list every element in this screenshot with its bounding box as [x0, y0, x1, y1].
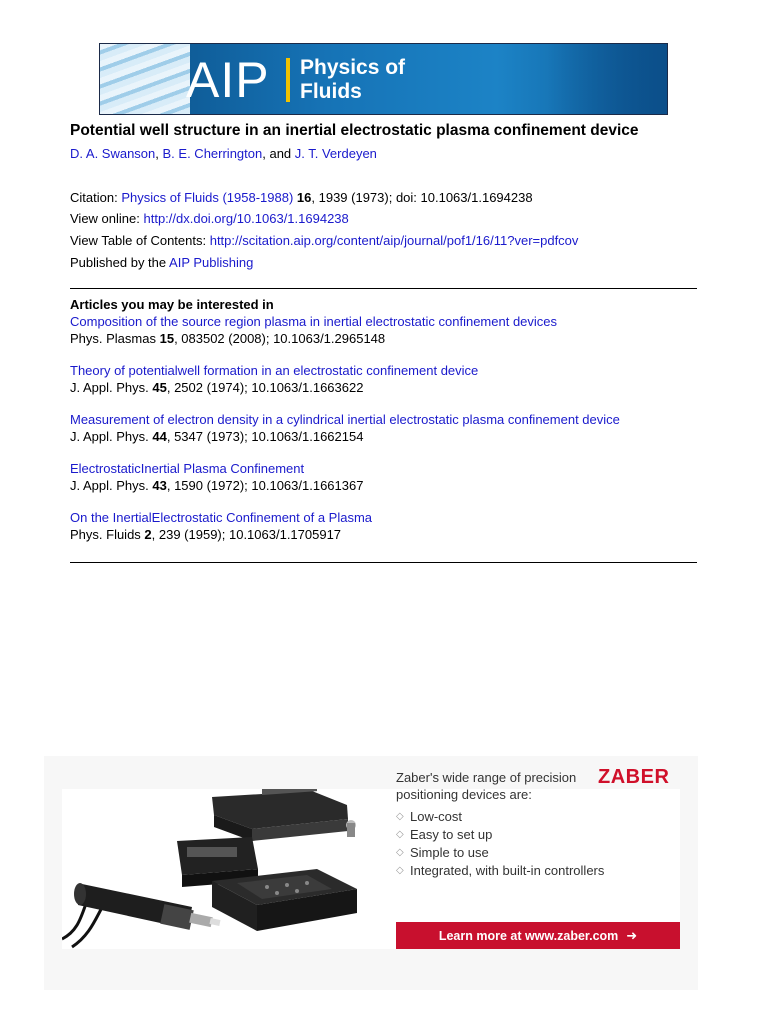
arrow-right-icon: ➜	[626, 927, 638, 943]
ad-feature-list	[396, 808, 604, 880]
divider-top	[70, 288, 697, 289]
toc-line	[70, 232, 578, 250]
ad-feature-text: Simple to use	[410, 845, 489, 860]
ad-feature-text: Integrated, with built-in controllers	[410, 863, 605, 878]
citation-details: , 1939 (1973); doi: 10.1063/1.1694238	[311, 190, 533, 205]
article-journal: J. Appl. Phys.	[70, 379, 153, 395]
article-volume: 45	[152, 379, 167, 395]
related-article-citation	[70, 331, 710, 348]
author-list	[70, 145, 377, 163]
view-online-label: View online:	[70, 211, 144, 226]
author-link-cherrington[interactable]: B. E. Cherrington	[162, 146, 263, 161]
divider-bottom	[70, 562, 697, 563]
article-volume: 44	[152, 428, 167, 444]
article-volume: 2	[144, 526, 152, 542]
related-article-citation	[70, 478, 710, 495]
article-journal: J. Appl. Phys.	[70, 428, 153, 444]
ad-feature-item	[396, 826, 604, 844]
zaber-advertisement[interactable]	[44, 756, 698, 990]
related-article-title-link[interactable]: Composition of the source region plasma in inertial electrostatic confinement devices	[70, 314, 558, 329]
article-details: , 2502 (1974); 10.1063/1.1663622	[166, 379, 364, 395]
diamond-bullet-icon: ◇	[396, 847, 404, 858]
article-journal: Phys. Fluids	[70, 526, 145, 542]
publisher-line	[70, 254, 253, 272]
article-details: , 239 (1959); 10.1063/1.1705917	[151, 526, 342, 542]
related-articles-heading: Articles you may be interested in	[70, 297, 274, 312]
diamond-bullet-icon: ◇	[396, 811, 404, 822]
citation-journal-link[interactable]: Physics of Fluids (1958-1988)	[121, 190, 294, 205]
journal-banner[interactable]	[99, 43, 668, 115]
author-link-verdeyen[interactable]: J. T. Verdeyen	[294, 146, 377, 161]
citation-line	[70, 189, 533, 207]
publisher-link[interactable]: AIP Publishing	[169, 255, 254, 270]
author-separator: ,	[155, 146, 163, 161]
article-details: , 083502 (2008); 10.1063/1.2965148	[174, 330, 386, 346]
aip-logo: AIP	[186, 52, 270, 108]
related-article	[70, 314, 710, 347]
banner-water-graphic	[100, 44, 190, 114]
related-article-citation	[70, 429, 710, 446]
article-details: , 1590 (1972); 10.1063/1.1661367	[166, 477, 364, 493]
learn-more-label: Learn more at www.zaber.com	[438, 928, 619, 943]
related-article-citation	[70, 527, 710, 544]
diamond-bullet-icon: ◇	[396, 829, 404, 840]
published-label: Published by the	[70, 255, 170, 270]
article-journal: Phys. Plasmas	[70, 330, 160, 346]
related-article	[70, 412, 710, 445]
ad-feature-item	[396, 808, 604, 826]
related-article-title-link[interactable]: ElectrostaticInertial Plasma Confinement	[70, 461, 305, 476]
journal-name	[300, 56, 440, 104]
article-journal: J. Appl. Phys.	[70, 477, 153, 493]
journal-name-line1: Physics of	[300, 56, 406, 79]
ad-feature-text: Easy to set up	[410, 827, 493, 842]
related-article-title-link[interactable]: On the InertialElectrostatic Confinement of a Plasma	[70, 510, 373, 525]
article-volume: 43	[152, 477, 167, 493]
zaber-logo: ZABER	[598, 766, 670, 788]
related-article-title-link[interactable]: Theory of potentialwell formation in an electrostatic confinement device	[70, 363, 479, 378]
author-link-swanson[interactable]: D. A. Swanson	[70, 146, 156, 161]
toc-link[interactable]: http://scitation.aip.org/content/aip/journal/pof1/16/11?ver=pdfcov	[209, 233, 579, 248]
article-volume: 15	[159, 330, 175, 346]
author-separator: , and	[262, 146, 295, 161]
related-article-title-link[interactable]: Measurement of electron density in a cylindrical inertial electrostatic plasma confinement device	[70, 412, 620, 427]
view-online-line	[70, 210, 349, 228]
banner-gradient	[547, 44, 667, 114]
related-article	[70, 510, 710, 543]
journal-name-line2: Fluids	[300, 80, 362, 103]
paper-title: Potential well structure in an inertial electrostatic plasma confinement device	[70, 122, 639, 139]
linear-stage-top	[212, 789, 356, 841]
citation-label: Citation:	[70, 190, 122, 205]
related-article	[70, 363, 710, 396]
citation-volume: 16	[296, 190, 312, 205]
article-details: , 5347 (1973); 10.1063/1.1662154	[166, 428, 364, 444]
ad-tagline: Zaber's wide range of precision positioning devices are:	[396, 770, 577, 802]
positioning-devices-image	[62, 789, 392, 949]
ad-feature-text: Low-cost	[410, 809, 463, 824]
doi-link[interactable]: http://dx.doi.org/10.1063/1.1694238	[143, 211, 349, 226]
learn-more-button[interactable]	[396, 922, 680, 949]
related-article	[70, 461, 710, 494]
logo-divider	[286, 58, 290, 102]
ad-feature-item	[396, 844, 604, 862]
ad-feature-item	[396, 862, 604, 880]
toc-label: View Table of Contents:	[70, 233, 210, 248]
diamond-bullet-icon: ◇	[396, 865, 404, 876]
linear-actuator	[62, 883, 221, 947]
related-article-citation	[70, 380, 710, 397]
